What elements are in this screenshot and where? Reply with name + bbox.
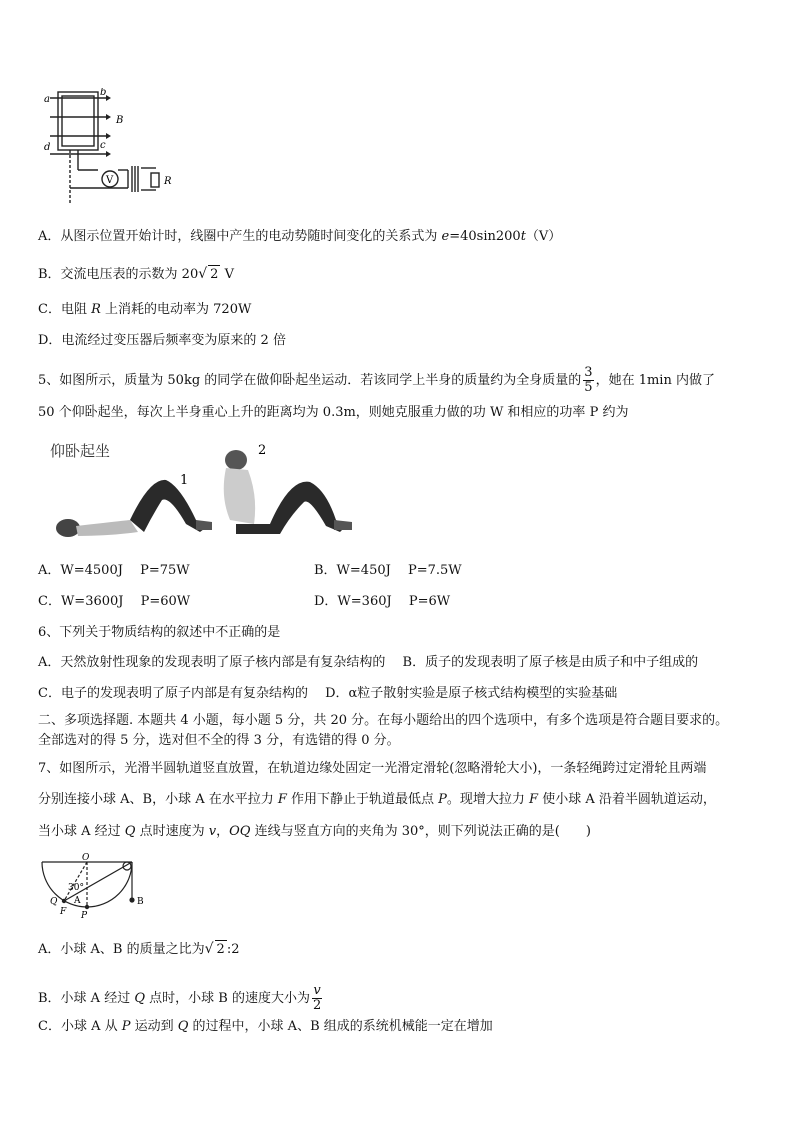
situp-figure [40, 436, 360, 548]
fig-label-P: P [81, 911, 88, 921]
situp-person-1 [56, 480, 212, 537]
q6-stem: 6、下列关于物质结构的叙述中不正确的是 [38, 625, 281, 640]
situp-figure-title: 仰卧起坐 [50, 442, 111, 460]
q5-option-a: A．W=4500J P=75W [38, 563, 190, 578]
fig-label-angle: 30° [68, 883, 84, 893]
situp-label-2: 2 [258, 443, 267, 458]
q5-option-c: C．W=3600J P=60W [38, 594, 191, 609]
q5-option-d: D．W=360J P=6W [314, 594, 451, 609]
fraction-v-over-2: $\frac{v}{2}$ [312, 983, 322, 1013]
q4-option-d: D．电流经过变压器后频率变为原来的 2 倍 [38, 333, 286, 348]
section2-line2: 全部选对的得 5 分，选对但不全的得 3 分，有选错的得 0 分。 [38, 733, 400, 748]
q4-option-c: C．电阻 R 上消耗的电动率为 720W [38, 302, 252, 317]
label-B: B [116, 115, 124, 126]
q4-option-b: B．交流电压表的示数为 20√ 2 V [38, 266, 234, 282]
fraction-three-fifths: $\frac{3}{5}$ [584, 365, 593, 395]
label-d: d [44, 142, 51, 153]
label-V: V [106, 175, 114, 186]
q7-option-b: B．小球 A 经过 Q 点时，小球 B 的速度大小为 $\frac{v}{2}$ [38, 983, 322, 1013]
fig-label-B: B [137, 897, 144, 907]
q6-options-ab: A．天然放射性现象的发现表明了原子核内部是有复杂结构的 B．质子的发现表明了原子核是由质子和中子组成的 [38, 655, 699, 670]
fig-label-O: O [82, 853, 90, 863]
q5-stem-line2: 50 个仰卧起坐，每次上半身重心上升的距离均为 0.3m，则她克服重力做的功 W 和相应的功率 P 约为 [38, 405, 629, 420]
fig-label-A: A [74, 896, 81, 906]
q7-stem-line1: 7、如图所示，光滑半圆轨道竖直放置，在轨道边缘处固定一光滑定滑轮(忽略滑轮大小)，一条轻绳跨过定滑轮且两端 [38, 761, 707, 776]
q7-stem-line2: 分别连接小球 A、B，小球 A 在水平拉力 F 作用下静止于轨道最低点 P。现增大拉力 F 使小球 A 沿着半圆轨道运动， [38, 792, 716, 807]
q5-option-b: B．W=450J P=7.5W [314, 563, 462, 578]
label-R: R [164, 176, 172, 187]
label-b: b [100, 88, 107, 98]
q4-option-a: A．从图示位置开始计时，线圈中产生的电动势随时间变化的关系式为 e=40sin200t（V） [38, 229, 562, 244]
q7-option-a: A．小球 A、B 的质量之比为√ 2 :2 [38, 941, 240, 957]
q5-stem-line1: 5、如图所示，质量为 50kg 的同学在做仰卧起坐运动．若该同学上半身的质量约为全身质量的 $\frac{3}{5}$ ，她在 1min 内做了 [38, 365, 715, 395]
fig-label-F: F [60, 907, 67, 917]
fig-label-Q: Q [50, 897, 58, 907]
label-c: c [100, 140, 106, 151]
q6-options-cd: C．电子的发现表明了原子内部是有复杂结构的 D．α粒子散射实验是原子核式结构模型的实验基础 [38, 686, 618, 701]
q7-stem-line3: 当小球 A 经过 Q 点时速度为 v，OQ 连线与竖直方向的夹角为 30°，则下列说法正确的是( ) [38, 824, 591, 839]
section2-line1: 二、多项选择题. 本题共 4 小题，每小题 5 分，共 20 分。在每小题给出的四个选项中，有多个选项是符合题目要求的。 [38, 713, 729, 728]
generator-circuit-figure [40, 88, 190, 206]
situp-person-2 [224, 450, 352, 534]
situp-label-1: 1 [180, 473, 189, 488]
q7-option-c: C．小球 A 从 P 运动到 Q 的过程中，小球 A、B 组成的系统机械能一定在增加 [38, 1019, 493, 1034]
semicircle-track-figure [36, 852, 156, 922]
label-a: a [44, 94, 50, 105]
